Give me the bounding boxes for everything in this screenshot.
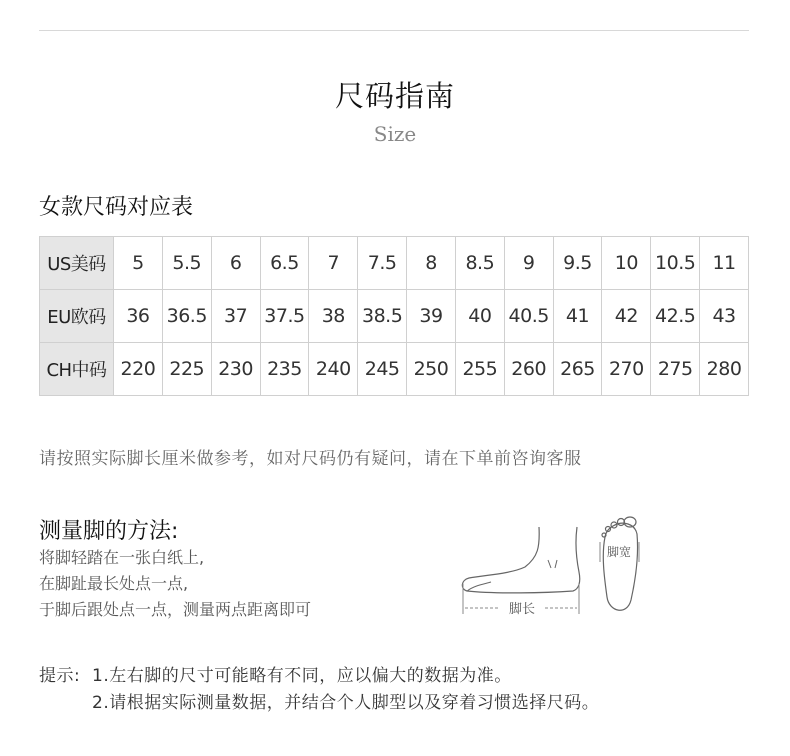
size-cell: 235 (260, 343, 309, 396)
size-cell: 40 (455, 290, 504, 343)
size-note: 请按照实际脚长厘米做参考，如对尺码仍有疑问，请在下单前咨询客服 (39, 449, 582, 469)
size-cell: 255 (455, 343, 504, 396)
size-cell: 245 (358, 343, 407, 396)
size-cell: 270 (602, 343, 651, 396)
size-cell: 225 (162, 343, 211, 396)
size-cell: 8 (407, 237, 456, 290)
tip-item: 1.左右脚的尺寸可能略有不同，应以偏大的数据为准。 (92, 666, 512, 686)
size-cell: 275 (651, 343, 700, 396)
measure-steps (39, 545, 311, 623)
size-cell: 265 (553, 343, 602, 396)
size-cell: 5.5 (162, 237, 211, 290)
size-row (40, 290, 749, 343)
size-cell: 42 (602, 290, 651, 343)
tip-item: 2.请根据实际测量数据，并结合个人脚型以及穿着习惯选择尺码。 (92, 693, 600, 713)
size-cell: 7.5 (358, 237, 407, 290)
size-cell: 250 (407, 343, 456, 396)
page-title: 尺码指南 (334, 79, 455, 113)
size-cell: 40.5 (504, 290, 553, 343)
size-row-label: EU欧码 (40, 290, 114, 343)
foot-length-label: 脚长 (508, 602, 536, 617)
size-cell: 37.5 (260, 290, 309, 343)
tips-block (39, 663, 599, 717)
size-cell: 5 (114, 237, 163, 290)
size-row-label: CH中码 (40, 343, 114, 396)
size-table (39, 236, 749, 396)
measure-step: 在脚趾最长处点一点, (39, 574, 189, 593)
size-cell: 230 (211, 343, 260, 396)
size-table-title: 女款尺码对应表 (39, 195, 194, 220)
size-row (40, 237, 749, 290)
size-cell: 8.5 (455, 237, 504, 290)
size-cell: 41 (553, 290, 602, 343)
size-cell: 37 (211, 290, 260, 343)
foot-width-label: 脚宽 (606, 545, 632, 559)
size-row (40, 343, 749, 396)
top-divider (39, 30, 749, 31)
size-cell: 9 (504, 237, 553, 290)
size-cell: 220 (114, 343, 163, 396)
page-subtitle: Size (373, 122, 417, 146)
size-cell: 240 (309, 343, 358, 396)
tips-label: 提示: (39, 666, 81, 686)
size-cell: 10.5 (651, 237, 700, 290)
size-cell: 6 (211, 237, 260, 290)
size-cell: 6.5 (260, 237, 309, 290)
size-row-label: US美码 (40, 237, 114, 290)
size-cell: 38 (309, 290, 358, 343)
size-cell: 36.5 (162, 290, 211, 343)
foot-measure-illustration (455, 512, 655, 622)
size-cell: 42.5 (651, 290, 700, 343)
size-cell: 7 (309, 237, 358, 290)
measure-step: 将脚轻踏在一张白纸上, (39, 548, 205, 567)
size-cell: 10 (602, 237, 651, 290)
size-cell: 36 (114, 290, 163, 343)
size-cell: 39 (407, 290, 456, 343)
size-cell: 43 (700, 290, 749, 343)
size-cell: 38.5 (358, 290, 407, 343)
size-cell: 280 (700, 343, 749, 396)
foot-side-icon (462, 527, 579, 593)
size-cell: 11 (700, 237, 749, 290)
measure-step: 于脚后跟处点一点，测量两点距离即可 (39, 600, 312, 619)
size-cell: 260 (504, 343, 553, 396)
measure-title: 测量脚的方法: (39, 519, 179, 544)
foot-top-icon (602, 517, 638, 610)
size-cell: 9.5 (553, 237, 602, 290)
